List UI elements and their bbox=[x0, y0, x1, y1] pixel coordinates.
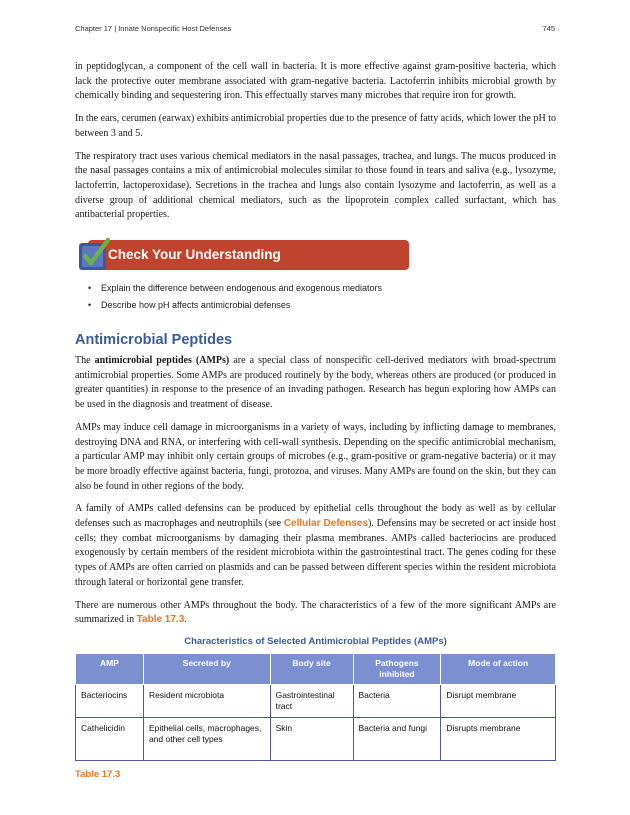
paragraph: A family of AMPs called defensins can be produced by epithelial cells throughout the body as well as by cellular defenses such as macrophages and neutrophils (see Cellular Defenses). Defensins may be secreted or act inside host cells; they combat microorganisms by damaging their plasma membranes. AMPs called bacteriocins are produced exogenously by certain members of the resident microbiota within the gastrointestinal tract. The genes coding for these types of AMPs are often carried on plasmids and can be passed between different species within the resident microbiota through lateral or horizontal gene transfer. bbox=[75, 503, 556, 588]
table-cell: Skin bbox=[270, 717, 353, 760]
running-header bbox=[75, 24, 555, 36]
amp-table bbox=[75, 653, 556, 761]
checkmark-box-icon bbox=[78, 237, 110, 273]
column-header: Mode of action bbox=[441, 653, 556, 684]
page-content bbox=[75, 60, 556, 780]
column-header: Secreted by bbox=[143, 653, 270, 684]
table-cell: Bacteria and fungi bbox=[353, 717, 441, 760]
column-header: AMP bbox=[76, 653, 144, 684]
table-header-row bbox=[76, 653, 556, 684]
link-cellular-defenses[interactable]: Cellular Defenses bbox=[283, 518, 369, 530]
key-term: antimicrobial peptides (AMPs) bbox=[94, 355, 230, 367]
table-caption: Characteristics of Selected Antimicrobial Peptides (AMPs) bbox=[184, 635, 447, 647]
table-row bbox=[76, 717, 556, 760]
paragraph: The respiratory tract uses various chemical mediators in the nasal passages, trachea, and lungs. The mucus produced in the nasal passages contains a mix of antimicrobial molecules similar to those found in tears and saliva (e.g., lysozyme, lactoferrin, lactoperoxidase). Secretions in the trachea and lungs also contain lysozyme and lactoferrin, as well as a diverse group of additional chemical mediators, such as the lipoprotein complex called surfactant, which has antibacterial properties. bbox=[75, 150, 556, 221]
paragraph: There are numerous other AMPs throughout the body. The characteristics of a few of the more significant AMPs are summarized in Table 17.3. bbox=[75, 599, 556, 626]
table-cell: Epithelial cells, macrophages, and other cell types bbox=[143, 717, 270, 760]
table-cell: Disrupt membrane bbox=[441, 684, 556, 717]
section-heading: Antimicrobial Peptides bbox=[75, 332, 233, 349]
table-label: Table 17.3 bbox=[75, 768, 121, 780]
table-cell: Cathelicidin bbox=[76, 717, 144, 760]
table-row bbox=[76, 684, 556, 717]
table-cell: Resident microbiota bbox=[143, 684, 270, 717]
table-cell: Disrupts membrane bbox=[441, 717, 556, 760]
paragraph: AMPs may induce cell damage in microorganisms in a variety of ways, including by inflicting damage to membranes, destroying DNA and RNA, or interfering with cell-wall synthesis. Depending on the specific antimicrobial mechanism, a particular AMP may inhibit only certain groups of microbes (e.g., gram-positive or gram-negative bacteria) or it may be more broadly effective against bacteria, fungi, protozoa, and viruses. Many AMPs are found on the skin, but they can also be found in other regions of the body. bbox=[75, 421, 556, 492]
table-cell: Bacteria bbox=[353, 684, 441, 717]
table-cell: Gastrointestinal tract bbox=[270, 684, 353, 717]
paragraph: The antimicrobial peptides (AMPs) are a special class of nonspecific cell-derived mediators with broad-spectrum antimicrobial properties. Some AMPs are produced routinely by the body, whereas others are produced (or produced in greater quantities) in response to the presence of an invading pathogen. Research has begun exploring how AMPs can be used in the diagnosis and treatment of disease. bbox=[75, 355, 556, 411]
page-number: 745 bbox=[542, 24, 555, 33]
paragraph: In the ears, cerumen (earwax) exhibits antimicrobial properties due to the presence of fatty acids, which lower the pH to between 3 and 5. bbox=[75, 113, 556, 139]
column-header: Body site bbox=[270, 653, 353, 684]
list-item: • Describe how pH affects antimicrobial defenses bbox=[88, 297, 556, 314]
check-your-understanding-banner bbox=[78, 240, 409, 272]
banner-title: Check Your Understanding bbox=[108, 247, 281, 263]
chapter-title: Chapter 17 | Innate Nonspecific Host Defenses bbox=[75, 24, 232, 33]
column-header: Pathogens inhibited bbox=[353, 653, 441, 684]
list-item: • Explain the difference between endogenous and exogenous mediators bbox=[88, 280, 556, 297]
check-list bbox=[75, 280, 556, 314]
table-cell: Bacteriocins bbox=[76, 684, 144, 717]
link-table-17-3[interactable]: Table 17.3 bbox=[136, 614, 185, 626]
paragraph: in peptidoglycan, a component of the cell wall in bacteria. It is more effective against gram-positive bacteria, which lack the protective outer membrane associated with gram-negative bacteria. Lactoferrin inhibits microbial growth by chemically binding and sequestering iron. This effectually starves many microbes that require iron for growth. bbox=[75, 61, 556, 102]
